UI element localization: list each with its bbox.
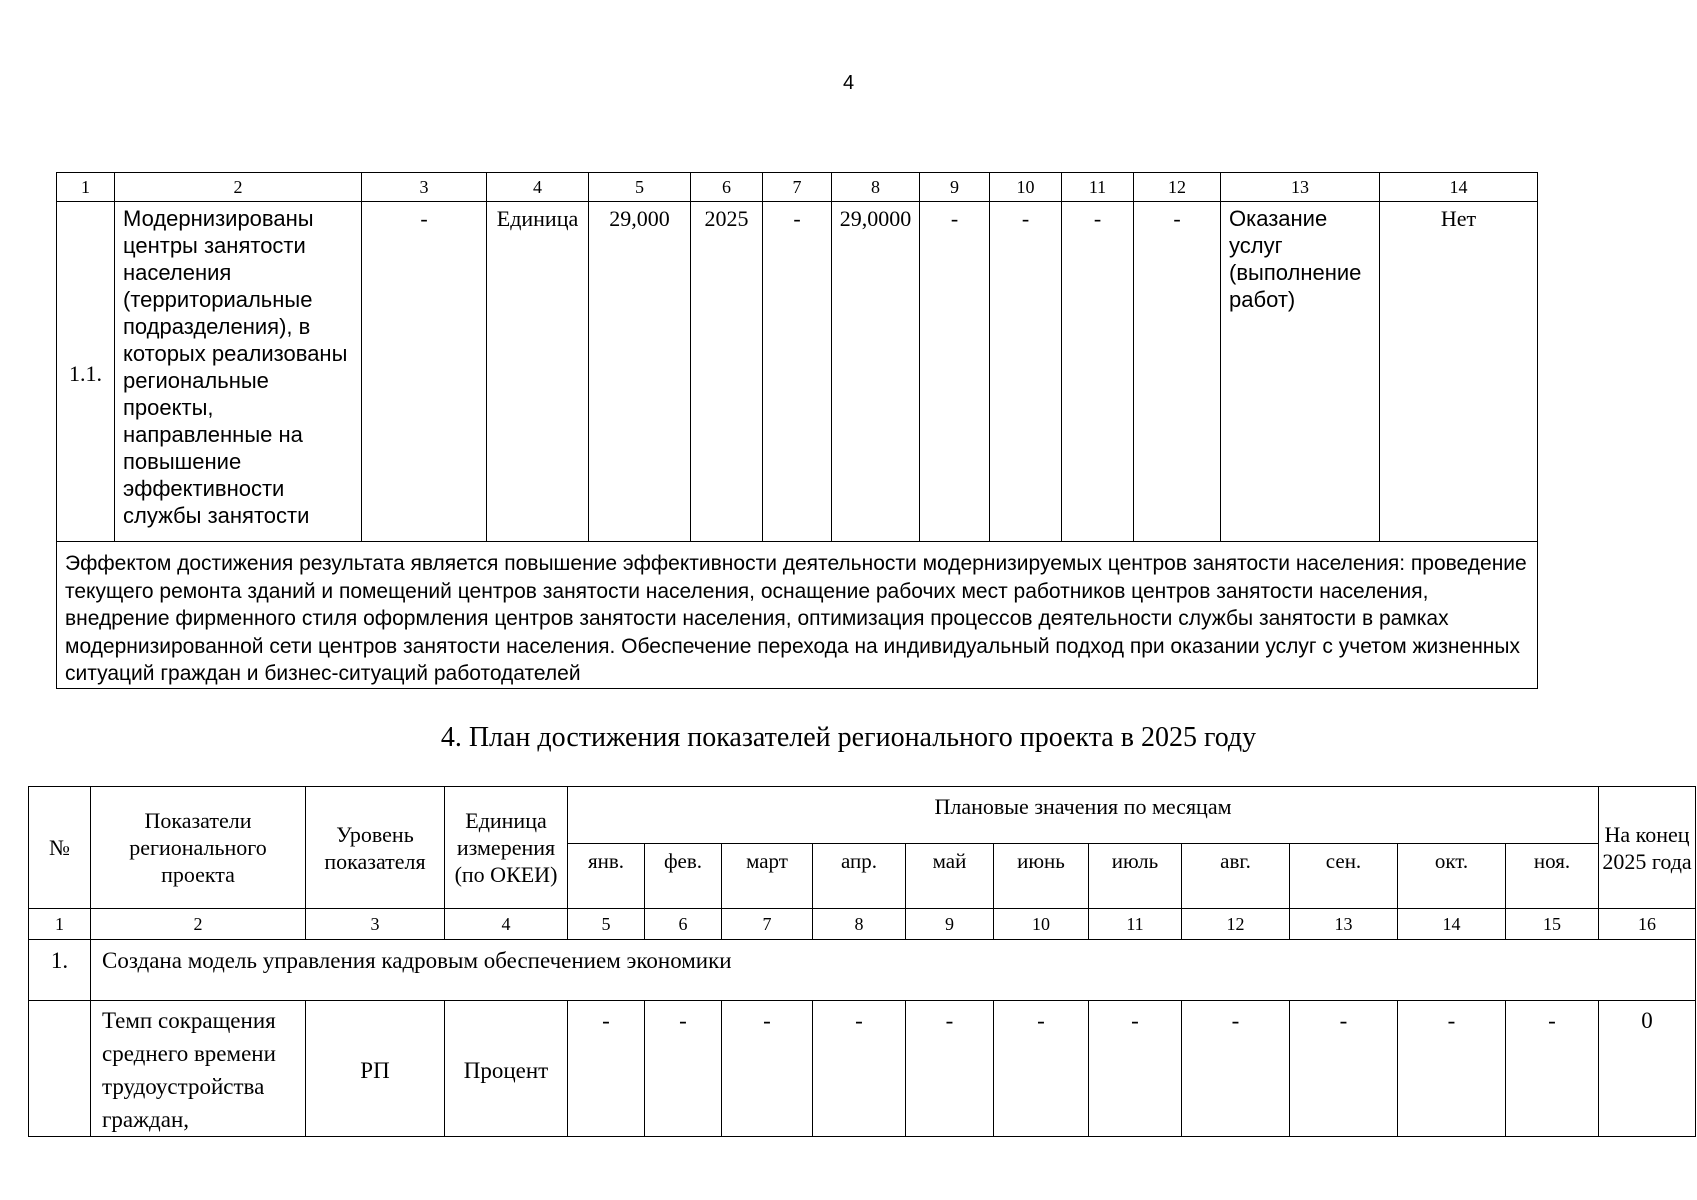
- column-number: 11: [1062, 173, 1134, 202]
- column-number: 11: [1089, 909, 1182, 940]
- column-number: 5: [589, 173, 691, 202]
- month-header: апр.: [813, 844, 906, 909]
- unit-cell: Единица: [487, 202, 589, 542]
- cell-value: -: [763, 202, 832, 542]
- indicator-row: [29, 1001, 1696, 1137]
- month-header: июль: [1089, 844, 1182, 909]
- column-number: 13: [1221, 173, 1380, 202]
- header-unit: Единица измерения (по ОКЕИ): [445, 787, 568, 909]
- page-number: 4: [842, 72, 855, 94]
- cell-value: -: [990, 202, 1062, 542]
- section-title: 4. План достижения показателей регионального проекта в 2025 году: [440, 722, 1257, 753]
- column-number: 8: [832, 173, 920, 202]
- month-header: окт.: [1398, 844, 1506, 909]
- header-planned-values: Плановые значения по месяцам: [568, 787, 1599, 844]
- column-number: 9: [906, 909, 994, 940]
- column-number: 12: [1182, 909, 1290, 940]
- month-header: март: [722, 844, 813, 909]
- column-number: 1: [29, 909, 91, 940]
- column-number: 16: [1599, 909, 1696, 940]
- column-number: 4: [445, 909, 568, 940]
- header-number: №: [29, 787, 91, 909]
- section-number: 1.: [29, 940, 91, 1001]
- result-name: Модернизированы центры занятости населения (территориальные подразделения), в которых реализованы региональные проекты, направленные на повышение эффективности службы занятости: [115, 202, 362, 542]
- column-number: 14: [1398, 909, 1506, 940]
- column-number: 4: [487, 173, 589, 202]
- column-numbers-row: [29, 909, 1696, 940]
- effect-row: [57, 542, 1538, 689]
- cell-value: Нет: [1380, 202, 1538, 542]
- indicators-plan-table: [28, 786, 1696, 1137]
- header-row: [29, 787, 1696, 844]
- effect-text: Эффектом достижения результата является повышение эффективности деятельности модернизируемых центров занятости населения: проведение текущего ремонта зданий и помещений центров занятости населения, оснащение рабочих мест работников центров занятости населения, внедрение фирменного стиля оформления центров занятости населения, оптимизация процессов деятельности службы занятости в рамках модернизированной сети центров занятости населения. Обеспечение перехода на индивидуальный подход при оказании услуг с учетом жизненных ситуаций граждан и бизнес-ситуаций работодателей: [57, 542, 1538, 689]
- column-number: 6: [691, 173, 763, 202]
- column-number: 9: [920, 173, 990, 202]
- column-number: 2: [115, 173, 362, 202]
- month-value: -: [994, 1001, 1089, 1137]
- month-value: -: [722, 1001, 813, 1137]
- section-row: [29, 940, 1696, 1001]
- result-type: Оказание услуг (выполнение работ): [1221, 202, 1380, 542]
- row-number: 1.1.: [57, 202, 115, 542]
- month-header: май: [906, 844, 994, 909]
- month-header: ноя.: [1506, 844, 1599, 909]
- month-value: -: [1290, 1001, 1398, 1137]
- month-value: -: [1089, 1001, 1182, 1137]
- month-value: -: [906, 1001, 994, 1137]
- month-value: -: [1182, 1001, 1290, 1137]
- section-name: Создана модель управления кадровым обеспечением экономики: [91, 940, 1696, 1001]
- month-header: авг.: [1182, 844, 1290, 909]
- month-header: янв.: [568, 844, 645, 909]
- indicator-level: РП: [306, 1001, 445, 1137]
- column-number: 15: [1506, 909, 1599, 940]
- header-indicators: Показатели регионального проекта: [91, 787, 306, 909]
- column-number: 3: [306, 909, 445, 940]
- end-of-year-value: 0: [1599, 1001, 1696, 1137]
- header-end-of-year: На конец 2025 года: [1599, 787, 1696, 909]
- cell-value: -: [920, 202, 990, 542]
- indicator-name: Темп сокращения среднего времени трудоустройства граждан,: [91, 1001, 306, 1137]
- cell-value: -: [1062, 202, 1134, 542]
- base-value: 29,000: [589, 202, 691, 542]
- table-row: [57, 202, 1538, 542]
- column-number: 7: [763, 173, 832, 202]
- cell-value: -: [1134, 202, 1221, 542]
- column-number: 10: [990, 173, 1062, 202]
- column-number: 6: [645, 909, 722, 940]
- year-cell: 2025: [691, 202, 763, 542]
- column-number: 3: [362, 173, 487, 202]
- month-header: фев.: [645, 844, 722, 909]
- header-level: Уровень показателя: [306, 787, 445, 909]
- cell-value: -: [362, 202, 487, 542]
- column-number: 1: [57, 173, 115, 202]
- indicator-unit: Процент: [445, 1001, 568, 1137]
- month-value: -: [1506, 1001, 1599, 1137]
- column-number: 7: [722, 909, 813, 940]
- indicator-number: [29, 1001, 91, 1137]
- month-value: -: [813, 1001, 906, 1137]
- column-number: 12: [1134, 173, 1221, 202]
- column-number: 2: [91, 909, 306, 940]
- month-header: июнь: [994, 844, 1089, 909]
- result-table: [56, 172, 1538, 689]
- month-value: -: [568, 1001, 645, 1137]
- column-number: 14: [1380, 173, 1538, 202]
- column-number: 5: [568, 909, 645, 940]
- month-header: сен.: [1290, 844, 1398, 909]
- column-number: 10: [994, 909, 1089, 940]
- month-value: -: [1398, 1001, 1506, 1137]
- column-number: 8: [813, 909, 906, 940]
- target-value: 29,0000: [832, 202, 920, 542]
- month-value: -: [645, 1001, 722, 1137]
- column-number: 13: [1290, 909, 1398, 940]
- column-numbers-row: [57, 173, 1538, 202]
